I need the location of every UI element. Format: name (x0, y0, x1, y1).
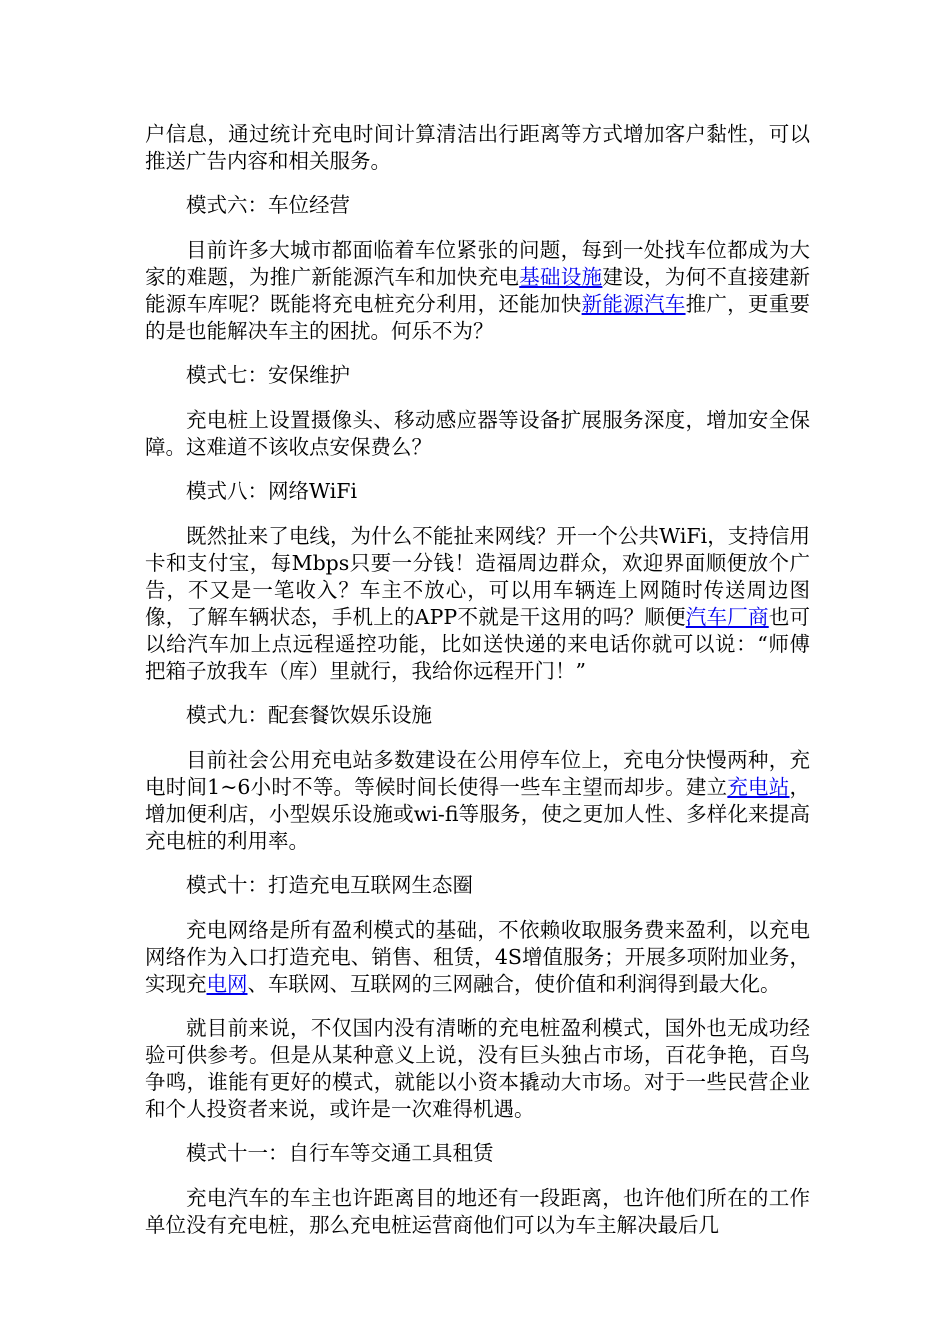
section-heading (145, 872, 810, 899)
section-heading (145, 192, 810, 219)
text-run: 模式九：配套餐饮娱乐设施 (186, 703, 432, 727)
text-run: 就目前来说，不仅国内没有清晰的充电桩盈利模式，国外也无成功经验可供参考。但是从某种意义上说，没有巨头独占市场，百花争艳，百鸟争鸣，谁能有更好的模式，就能以小资本撬动大市场。对于一些民营企业和个人投资者来说，或许是一次难得机遇。 (145, 1016, 810, 1121)
section-heading (145, 478, 810, 505)
text-run: 充电桩上设置摄像头、移动感应器等设备扩展服务深度，增加安全保障。这难道不该收点安保费么？ (145, 408, 810, 459)
text-run: 模式十：打造充电互联网生态圈 (186, 873, 473, 897)
text-run: 模式六：车位经营 (186, 193, 350, 217)
body-paragraph (145, 237, 810, 345)
text-run: 建设，为何不直接建新能源车库呢？既能将充电桩充分利用，还能加快 (145, 265, 811, 316)
link-new-energy-vehicle[interactable]: 新能源汽车 (581, 292, 686, 316)
body-paragraph (145, 1185, 810, 1239)
text-run: 、车联网、互联网的三网融合，使价值和利润得到最大化。 (247, 972, 781, 996)
body-paragraph (145, 121, 810, 175)
text-run: 模式七：安保维护 (186, 363, 350, 387)
text-run: 推广，更重要的是也能解决车主的困扰。何乐不为？ (145, 292, 811, 343)
link-charging-station[interactable]: 充电站 (727, 775, 790, 799)
body-paragraph (145, 407, 810, 461)
text-run: 也可以给汽车加上点远程遥控功能，比如送快递的来电话你就可以说：“师傅把箱子放我车（库）里就行，我给你远程开门！” (145, 605, 811, 683)
text-run: 模式八：网络WiFi (186, 479, 358, 503)
section-heading (145, 362, 810, 389)
text-run: 充电网络是所有盈利模式的基础，不依赖收取服务费来盈利，以充电网络作为入口打造充电、销售、租赁，4S增值服务；开展多项附加业务，实现充 (145, 918, 810, 996)
body-paragraph (145, 747, 810, 855)
link-car-manufacturer[interactable]: 汽车厂商 (685, 605, 769, 629)
text-run: 目前许多大城市都面临着车位紧张的问题，每到一处找车位都成为大家的难题，为推广新能源汽车和加快充电 (145, 238, 810, 289)
document-page (145, 121, 810, 1256)
text-run: 模式十一：自行车等交通工具租赁 (186, 1141, 494, 1165)
text-run: 户信息，通过统计充电时间计算清洁出行距离等方式增加客户黏性，可以推送广告内容和相关服务。 (145, 122, 810, 173)
text-run: 充电汽车的车主也许距离目的地还有一段距离，也许他们所在的工作单位没有充电桩，那么充电桩运营商他们可以为车主解决最后几 (145, 1186, 810, 1237)
text-run: 既然扯来了电线，为什么不能扯来网线？开一个公共WiFi，支持信用卡和支付宝，每Mbps只要一分钱！造福周边群众，欢迎界面顺便放个广告，不又是一笔收入？车主不放心，可以用车辆连上网随时传送周边图像，了解车辆状态，手机上的APP不就是干这用的吗？顺便 (145, 524, 810, 629)
text-run: ，增加便利店，小型娱乐设施或wi-fi等服务，使之更加人性、多样化来提高充电桩的利用率。 (145, 775, 811, 853)
section-heading (145, 1140, 810, 1167)
text-run: 目前社会公用充电站多数建设在公用停车位上，充电分快慢两种，充电时间1~6小时不等。等候时间长使得一些车主望而却步。建立 (145, 748, 810, 799)
link-infrastructure[interactable]: 基础设施 (519, 265, 603, 289)
body-paragraph (145, 523, 810, 685)
link-power-grid[interactable]: 电网 (206, 972, 248, 996)
body-paragraph (145, 917, 810, 998)
section-heading (145, 702, 810, 729)
body-paragraph (145, 1015, 810, 1123)
